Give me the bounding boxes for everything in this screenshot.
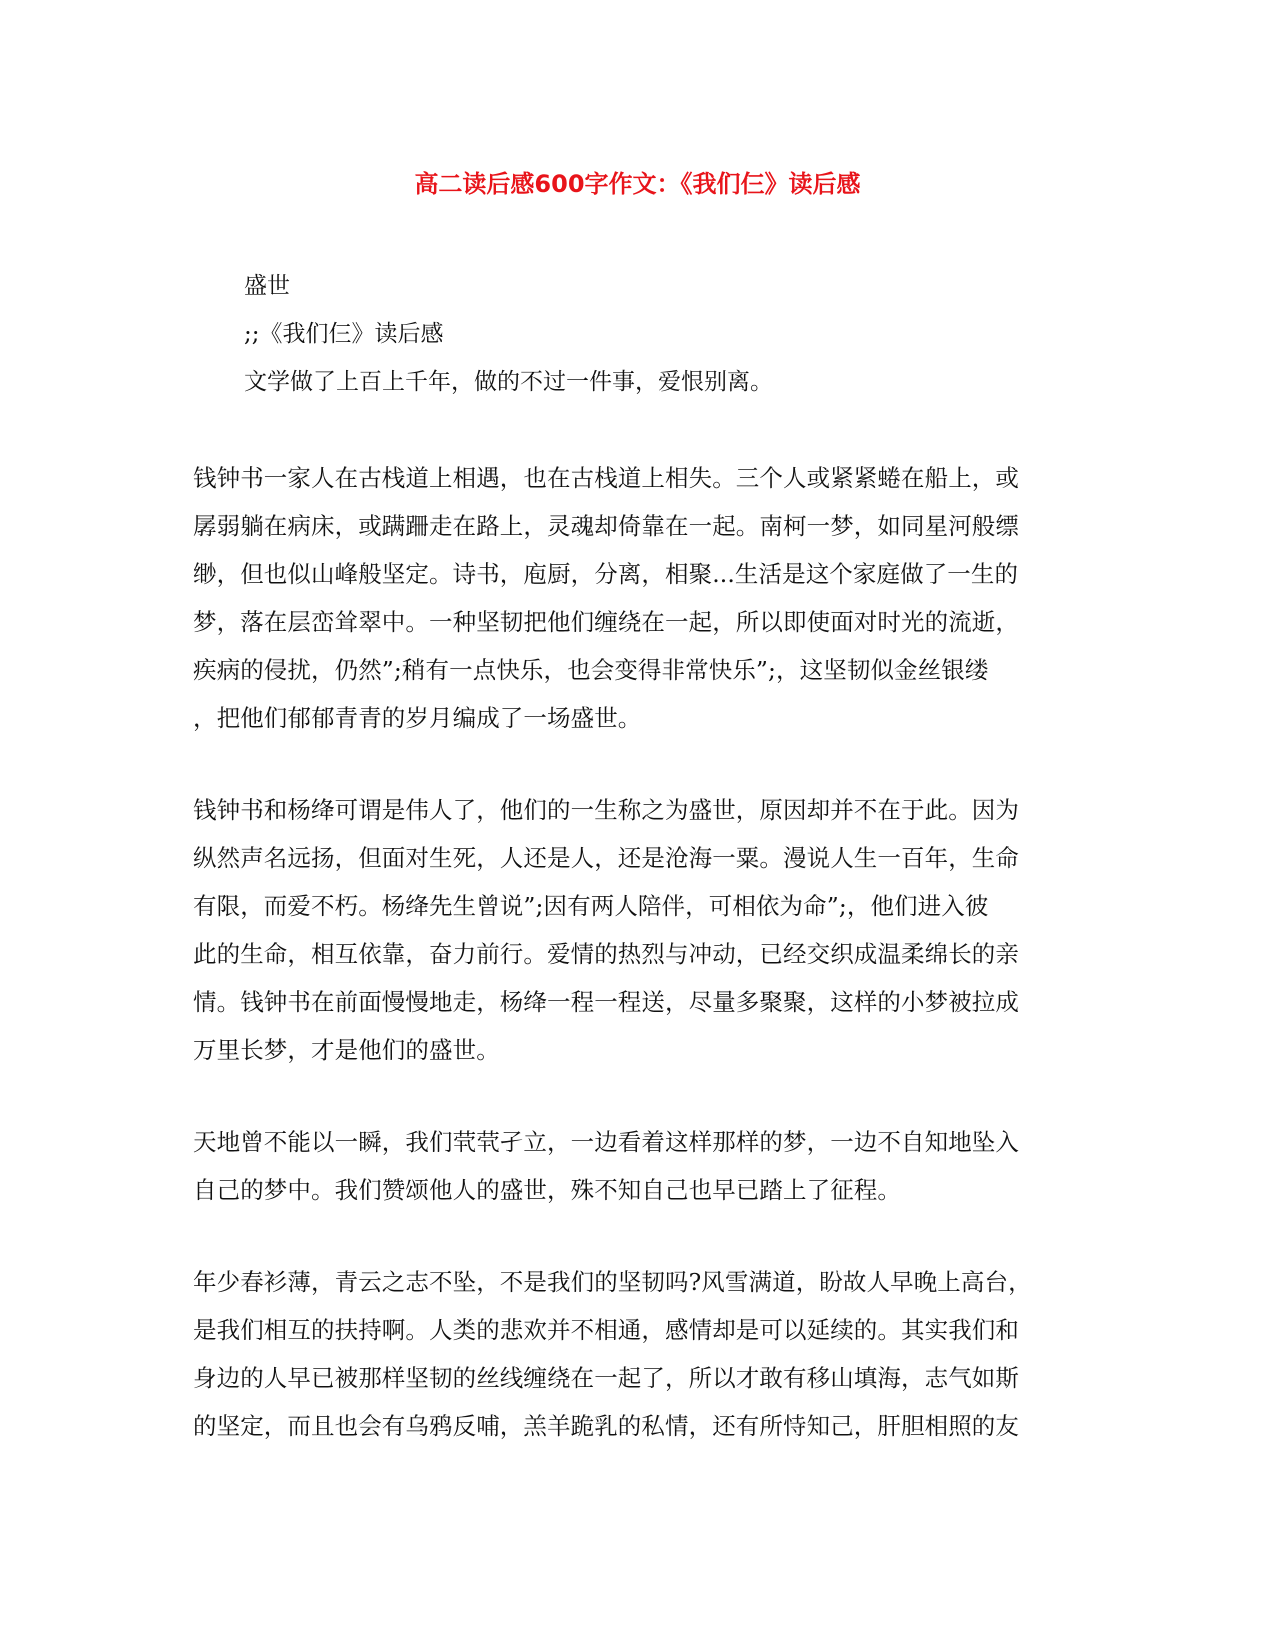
text-line: 天地曾不能以一瞬，我们茕茕孑立，一边看着这样那样的梦，一边不自知地坠入: [193, 1128, 1019, 1156]
text-line: 的坚定，而且也会有乌鸦反哺，羔羊跪乳的私情，还有所恃知己，肝胆相照的友: [193, 1412, 1019, 1440]
text-line: ，把他们郁郁青青的岁月编成了一场盛世。: [193, 704, 642, 732]
text-line: 自己的梦中。我们赞颂他人的盛世，殊不知自己也早已踏上了征程。: [193, 1176, 901, 1204]
text-line: 万里长梦，才是他们的盛世。: [193, 1036, 500, 1064]
body-text: [193, 454, 1093, 1494]
intro-line-heading: 盛世: [244, 273, 290, 299]
text-line: 疾病的侵扰，仍然”;稍有一点快乐，也会变得非常快乐”;，这坚韧似金丝银缕: [193, 656, 989, 684]
text-line: 身边的人早已被那样坚韧的丝线缠绕在一起了，所以才敢有移山填海，志气如斯: [193, 1364, 1019, 1392]
paragraph-2: [193, 786, 1093, 1074]
intro-line-opening: 文学做了上百上千年，做的不过一件事，爱恨别离。: [244, 369, 773, 395]
text-line: 钱钟书一家人在古栈道上相遇，也在古栈道上相失。三个人或紧紧蜷在船上，或: [193, 464, 1019, 492]
text-line: 梦，落在层峦耸翠中。一种坚韧把他们缠绕在一起，所以即使面对时光的流逝，: [193, 608, 1019, 636]
text-line: 此的生命，相互依靠，奋力前行。爱情的热烈与冲动，已经交织成温柔绵长的亲: [193, 940, 1019, 968]
intro-line-subtitle: ;;《我们仨》读后感: [244, 321, 444, 347]
text-line: 缈，但也似山峰般坚定。诗书，庖厨，分离，相聚...生活是这个家庭做了一生的: [193, 560, 1019, 588]
text-line: 纵然声名远扬，但面对生死，人还是人，还是沧海一粟。漫说人生一百年，生命: [193, 844, 1019, 872]
paragraph-3: [193, 1118, 1093, 1214]
text-line: 情。钱钟书在前面慢慢地走，杨绛一程一程送，尽量多聚聚，这样的小梦被拉成: [193, 988, 1019, 1016]
text-line: 孱弱躺在病床，或蹒跚走在路上，灵魂却倚靠在一起。南柯一梦，如同星河般缥: [193, 512, 1019, 540]
document-title: 高二读后感600字作文：《我们仨》读后感: [414, 170, 861, 198]
intro-block: [244, 262, 1044, 406]
paragraph-1: [193, 454, 1093, 742]
text-line: 有限，而爱不朽。杨绛先生曾说”;因有两人陪伴，可相依为命”;，他们进入彼: [193, 892, 989, 920]
text-line: 年少春衫薄，青云之志不坠，不是我们的坚韧吗?风雪满道，盼故人早晚上高台，: [193, 1268, 1032, 1296]
text-line: 是我们相互的扶持啊。人类的悲欢并不相通，感情却是可以延续的。其实我们和: [193, 1316, 1019, 1344]
text-line: 钱钟书和杨绛可谓是伟人了，他们的一生称之为盛世，原因却并不在于此。因为: [193, 796, 1019, 824]
paragraph-4: [193, 1258, 1093, 1450]
